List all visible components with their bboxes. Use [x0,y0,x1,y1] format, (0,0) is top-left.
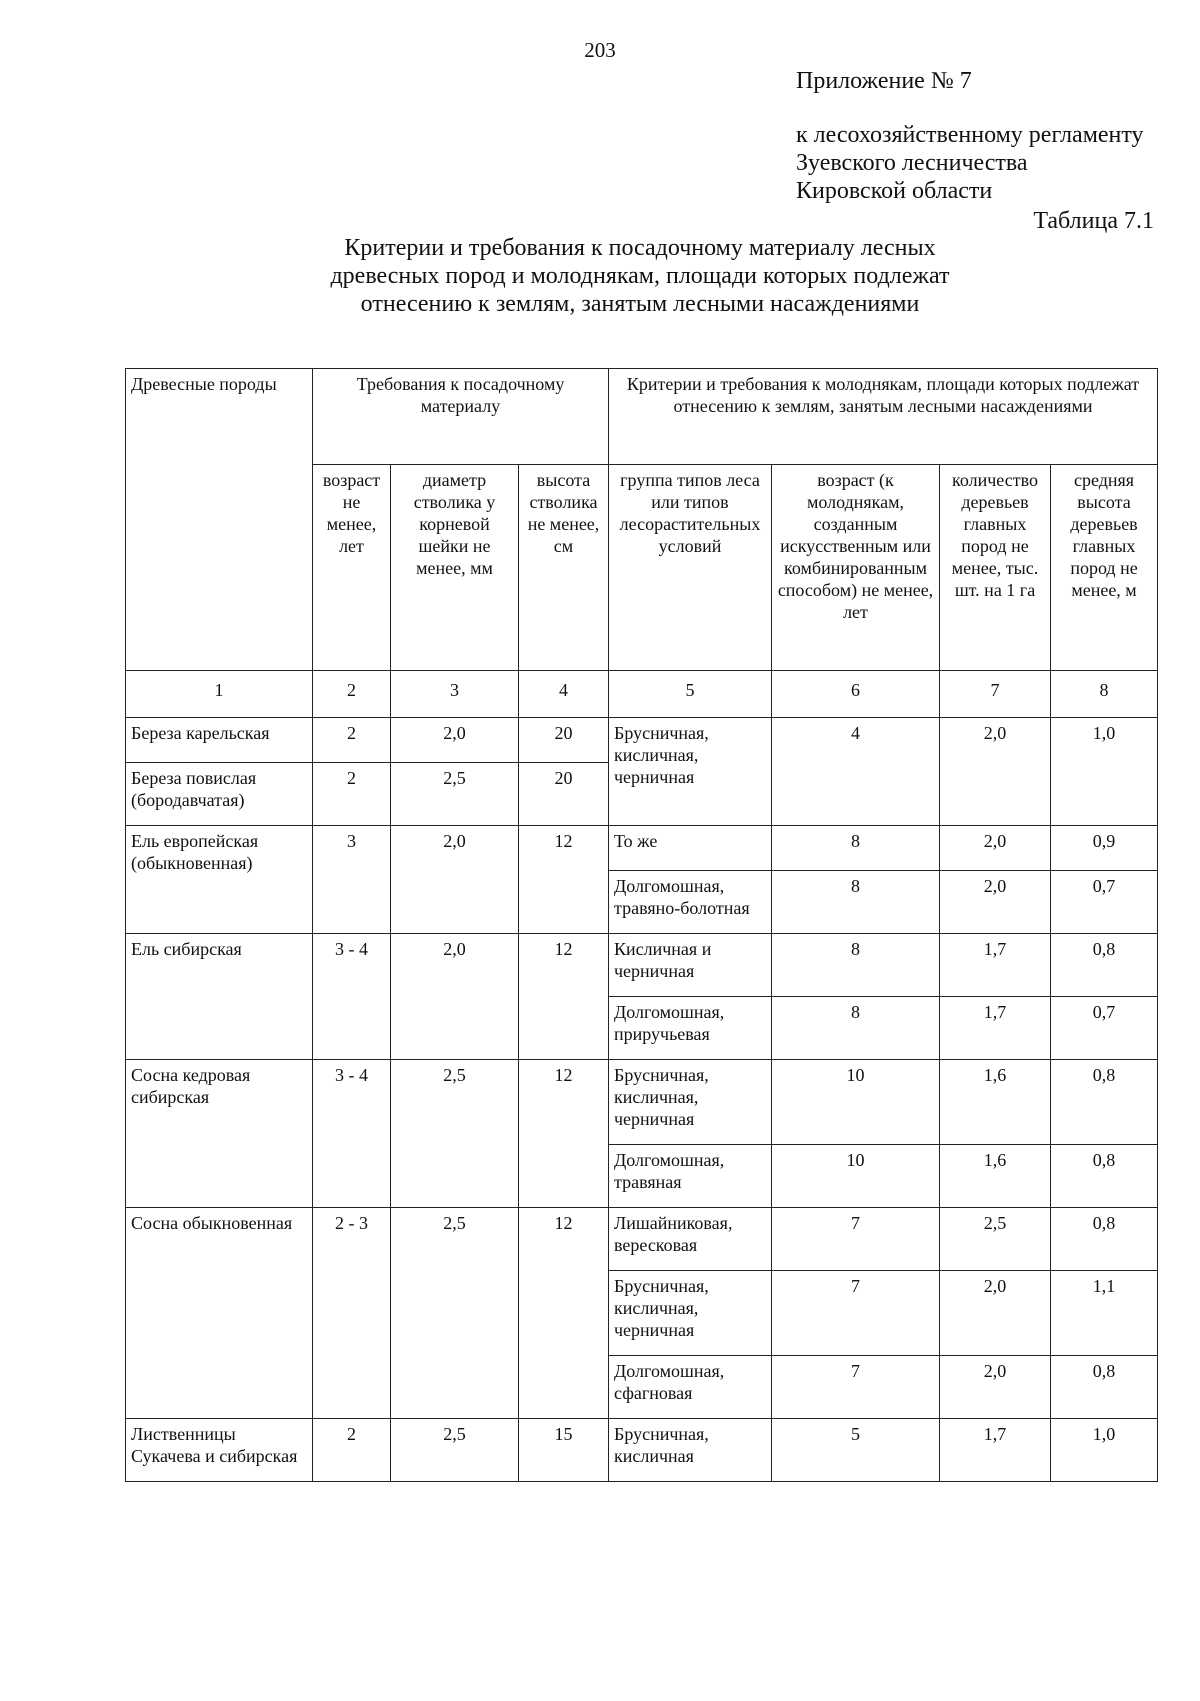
species-cell: Ель европейская (обыкновенная) [126,826,313,934]
young-age-cell: 5 [772,1419,940,1482]
species-cell: Ель сибирская [126,934,313,1060]
age-cell: 2 [313,718,391,763]
header-diameter: диаметр стволика у корневой шейки не менее, мм [391,465,519,671]
diameter-cell: 2,5 [391,1060,519,1208]
header-tree-count: количество деревьев главных пород не менее, тыс. шт. на 1 га [940,465,1051,671]
table-row [126,934,1158,997]
header-height: высота стволика не менее, см [519,465,609,671]
column-numbers-row [126,671,1158,718]
young-age-cell: 8 [772,934,940,997]
tree-count-cell: 1,6 [940,1060,1051,1145]
page-number: 203 [584,38,616,62]
species-cell: Береза карельская [126,718,313,763]
young-age-cell: 7 [772,1208,940,1271]
avg-height-cell: 0,8 [1051,1356,1158,1419]
tree-count-cell: 1,6 [940,1145,1051,1208]
young-age-cell: 7 [772,1271,940,1356]
tree-count-cell: 2,0 [940,871,1051,934]
height-cell: 12 [519,826,609,934]
diameter-cell: 2,5 [391,763,519,826]
young-age-cell: 8 [772,826,940,871]
column-number: 6 [772,671,940,718]
age-cell: 3 - 4 [313,1060,391,1208]
species-cell: Лиственницы Сукачева и сибирская [126,1419,313,1482]
table-row [126,826,1158,871]
avg-height-cell: 0,8 [1051,934,1158,997]
header-planting-material: Требования к посадочному материалу [313,369,609,465]
header-young-stands: Критерии и требования к молоднякам, площади которых подлежат отнесению к землям, занятым лесными насаждениями [609,369,1158,465]
age-cell: 2 [313,1419,391,1482]
table-row [126,1208,1158,1271]
forest-type-cell: Брусничная, кисличная [609,1419,772,1482]
species-cell: Сосна обыкновенная [126,1208,313,1419]
avg-height-cell: 0,8 [1051,1208,1158,1271]
tree-count-cell: 1,7 [940,997,1051,1060]
diameter-cell: 2,5 [391,1208,519,1419]
young-age-cell: 10 [772,1145,940,1208]
young-age-cell: 4 [772,718,940,826]
forest-type-cell: То же [609,826,772,871]
diameter-cell: 2,5 [391,1419,519,1482]
avg-height-cell: 0,7 [1051,997,1158,1060]
regulation-line: Кировской области [796,178,993,204]
forest-type-cell: Долгомошная, травяно-болотная [609,871,772,934]
height-cell: 15 [519,1419,609,1482]
table-row [126,1419,1158,1482]
age-cell: 2 [313,763,391,826]
avg-height-cell: 1,0 [1051,1419,1158,1482]
header-avg-height: средняя высота деревьев главных пород не менее, м [1051,465,1158,671]
forest-type-cell: Брусничная, кисличная, черничная [609,718,772,826]
column-number: 7 [940,671,1051,718]
diameter-cell: 2,0 [391,826,519,934]
height-cell: 20 [519,763,609,826]
tree-count-cell: 1,7 [940,934,1051,997]
table-title [290,234,990,318]
young-age-cell: 10 [772,1060,940,1145]
height-cell: 12 [519,934,609,1060]
forest-type-cell: Брусничная, кисличная, черничная [609,1271,772,1356]
column-number: 1 [126,671,313,718]
avg-height-cell: 0,8 [1051,1060,1158,1145]
forest-type-cell: Долгомошная, сфагновая [609,1356,772,1419]
header-row [126,369,1158,465]
title-line: древесных пород и молоднякам, площади которых подлежат [330,263,950,289]
criteria-table [125,368,1158,1482]
column-number: 4 [519,671,609,718]
tree-count-cell: 2,0 [940,1271,1051,1356]
tree-count-cell: 2,0 [940,1356,1051,1419]
avg-height-cell: 0,8 [1051,1145,1158,1208]
column-number: 5 [609,671,772,718]
avg-height-cell: 1,1 [1051,1271,1158,1356]
height-cell: 12 [519,1060,609,1208]
tree-count-cell: 1,7 [940,1419,1051,1482]
diameter-cell: 2,0 [391,718,519,763]
tree-count-cell: 2,0 [940,718,1051,826]
title-line: Критерии и требования к посадочному материалу лесных [344,235,936,261]
young-age-cell: 8 [772,871,940,934]
species-cell: Сосна кедровая сибирская [126,1060,313,1208]
header-forest-type: группа типов леса или типов лесорастительных условий [609,465,772,671]
column-number: 8 [1051,671,1158,718]
avg-height-cell: 1,0 [1051,718,1158,826]
forest-type-cell: Брусничная, кисличная, черничная [609,1060,772,1145]
height-cell: 12 [519,1208,609,1419]
avg-height-cell: 0,9 [1051,826,1158,871]
column-number: 3 [391,671,519,718]
column-number: 2 [313,671,391,718]
tree-count-cell: 2,0 [940,826,1051,871]
regulation-line: Зуевского лесничества [796,150,1028,176]
table-row [126,1060,1158,1145]
forest-type-cell: Кисличная и черничная [609,934,772,997]
forest-type-cell: Долгомошная, травяная [609,1145,772,1208]
header-age: возраст не менее, лет [313,465,391,671]
forest-type-cell: Лишайниковая, вересковая [609,1208,772,1271]
young-age-cell: 7 [772,1356,940,1419]
young-age-cell: 8 [772,997,940,1060]
table-row [126,718,1158,763]
regulation-reference [796,121,1144,205]
age-cell: 3 - 4 [313,934,391,1060]
tree-count-cell: 2,5 [940,1208,1051,1271]
table-label: Таблица 7.1 [1033,208,1154,234]
forest-type-cell: Долгомошная, приручьевая [609,997,772,1060]
regulation-line: к лесохозяйственному регламенту [796,122,1144,148]
appendix-label: Приложение № 7 [796,68,972,94]
title-line: отнесению к землям, занятым лесными насаждениями [360,291,920,317]
species-cell: Береза повислая (бородавчатая) [126,763,313,826]
avg-height-cell: 0,7 [1051,871,1158,934]
age-cell: 3 [313,826,391,934]
header-young-age: возраст (к молоднякам, созданным искусственным или комбинированным способом) не менее, лет [772,465,940,671]
diameter-cell: 2,0 [391,934,519,1060]
height-cell: 20 [519,718,609,763]
age-cell: 2 - 3 [313,1208,391,1419]
header-species: Древесные породы [126,369,313,671]
